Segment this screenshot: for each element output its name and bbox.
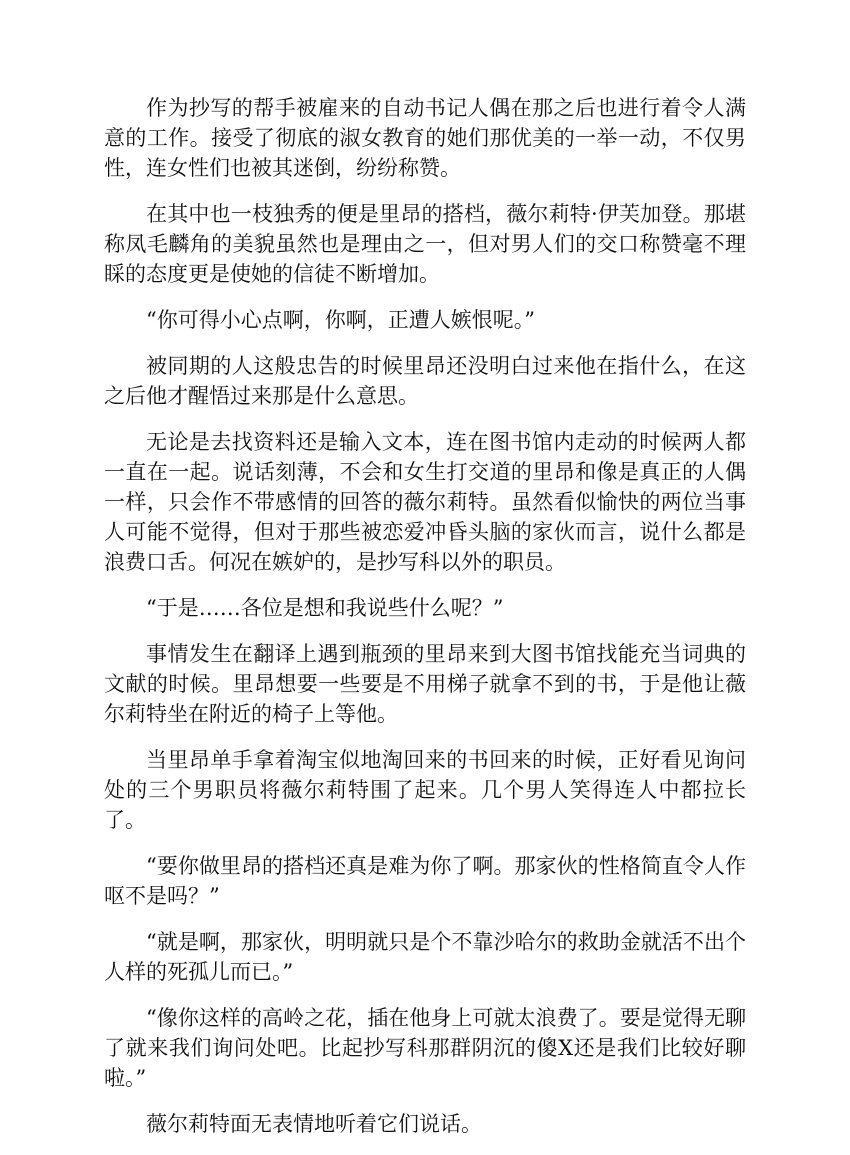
paragraph: “像你这样的高岭之花，插在他身上可就太浪费了。要是觉得无聊了就来我们询问处吧。比起抄写科那群阴沉的傻X还是我们比较好聊啦。” (104, 1006, 746, 1090)
paragraph: “就是啊，那家伙，明明就只是个不靠沙哈尔的救助金就活不出个人样的死孤儿而已。” (104, 930, 746, 984)
paragraph: 事情发生在翻译上遇到瓶颈的里昂来到大图书馆找能充当词典的文献的时候。里昂想要一些要是不用梯子就拿不到的书，于是他让薇尔莉特坐在附近的椅子上等他。 (104, 642, 746, 726)
paragraph: 薇尔莉特面无表情地听着它们说话。 (146, 1112, 482, 1136)
paragraph: 在其中也一枝独秀的便是里昂的搭档，薇尔莉特·伊芙加登。那堪称凤毛麟角的美貌虽然也是理由之一，但对男人们的交口称赞毫不理睬的态度更是使她的信徒不断增加。 (104, 202, 746, 286)
paragraph: “于是……各位是想和我说些什么呢？” (146, 596, 504, 620)
paragraph: 无论是去找资料还是输入文本，连在图书馆内走动的时候两人都一直在一起。说话刻薄，不会和女生打交道的里昂和像是真正的人偶一样，只会作不带感情的回答的薇尔莉特。虽然看似愉快的两位当事人可能不觉得，但对于那些被恋爱冲昏头脑的家伙而言，说什么都是浪费口舌。何况在嫉妒的，是抄写科以外的职员。 (104, 430, 746, 574)
paragraph: “要你做里昂的搭档还真是难为你了啊。那家伙的性格简直令人作呕不是吗？” (104, 854, 746, 908)
paragraph: 当里昂单手拿着淘宝似地淘回来的书回来的时候，正好看见询问处的三个男职员将薇尔莉特围了起来。几个男人笑得连人中都拉长了。 (104, 748, 746, 832)
paragraph: 作为抄写的帮手被雇来的自动书记人偶在那之后也进行着令人满意的工作。接受了彻底的淑女教育的她们那优美的一举一动，不仅男性，连女性们也被其迷倒，纷纷称赞。 (104, 96, 746, 180)
paragraph: “你可得小心点啊，你啊，正遭人嫉恨呢。” (146, 308, 535, 332)
document-body (104, 93, 746, 1155)
paragraph: 被同期的人这般忠告的时候里昂还没明白过来他在指什么，在这之后他才醒悟过来那是什么意思。 (104, 354, 746, 408)
